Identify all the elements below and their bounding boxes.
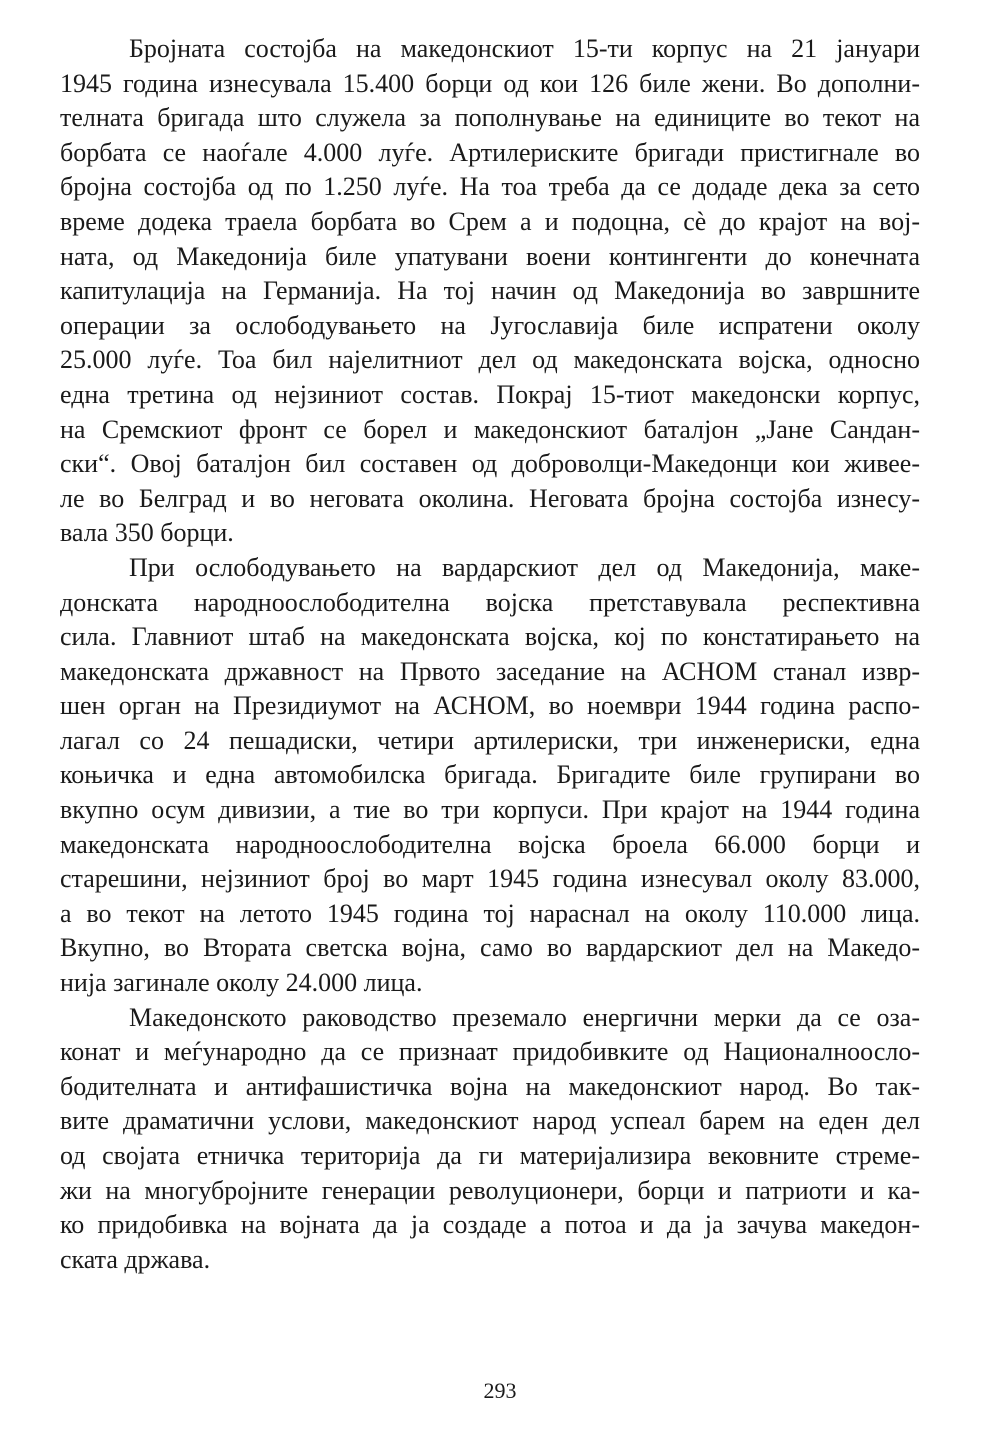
text-line: ски“. Овој баталјон бил составен од доброволци-Македонци кои живее-: [60, 449, 920, 479]
text-line: 1945 година изнесувала 15.400 борци од кои 126 биле жени. Во дополни-: [60, 68, 920, 98]
text-line: бројна состојба од по 1.250 луѓе. На тоа треба да се додаде дека за сето: [60, 172, 920, 202]
text-line: вите драматични услови, македонскиот народ успеал барем на еден дел: [60, 1106, 920, 1136]
text-line: а во текот на летото 1945 година тој нараснал на околу 110.000 лица.: [60, 898, 920, 928]
text-line: лагал со 24 пешадиски, четири артилериски, три инженериски, една: [60, 725, 920, 755]
text-line: на Сремскиот фронт се борел и македонскиот баталјон „Јане Сандан-: [60, 414, 920, 444]
text-line: Бројната состојба на македонскиот 15-ти корпус на 21 јануари: [129, 34, 920, 63]
text-line: капитулација на Германија. На тој начин од Македонија во завршните: [60, 276, 920, 306]
text-line: ската држава.: [60, 1244, 211, 1274]
text-line: Вкупно, во Втората светска војна, само во вардарскиот дел на Македо-: [60, 933, 920, 963]
text-line: бодителната и антифашистичка војна на македонскиот народ. Во так-: [60, 1071, 920, 1101]
text-line: од својата етничка територија да ги материјализира вековните стреме-: [60, 1141, 920, 1170]
text-line: старешини, нејзиниот број во март 1945 година изнесувал околу 83.000,: [60, 864, 920, 894]
text-line: операции за ослободувањето на Југославија биле испратени околу: [60, 310, 920, 340]
text-line: шен орган на Президиумот на АСНОМ, во ноември 1944 година распо-: [60, 691, 920, 721]
text-line: време додека траела борбата во Срем а и подоцна, сè до крајот на вој-: [60, 206, 920, 236]
text-line: вала 350 борци.: [60, 518, 234, 548]
text-line: ле во Белград и во неговата околина. Неговата бројна состојба изнесу-: [60, 483, 920, 513]
text-line: ната, од Македонија биле упатувани воени контингенти до конечната: [60, 241, 920, 271]
paragraph-2: [60, 551, 920, 1001]
text-line: При ослободувањето на вардарскиот дел од Македонија, маке-: [129, 552, 920, 582]
paragraph-3: [60, 1001, 920, 1278]
text-line: телната бригада што служела за пополнување на единиците во текот на: [60, 103, 920, 133]
text-line: жи на многубројните генерации револуционери, борци и патриоти и ка-: [60, 1175, 920, 1205]
text-line: македонската државност на Првото заседание на АСНОМ станал извр-: [60, 656, 920, 686]
text-line: вкупно осум дивизии, а тие во три корпуси. При крајот на 1944 година: [60, 795, 920, 825]
text-line: 25.000 луѓе. Тоа бил најелитниот дел од македонската војска, односно: [60, 345, 920, 375]
text-line: ко придобивка на војната да ја создаде а потоа и да ја зачува македон-: [60, 1210, 920, 1240]
text-line: Македонското раководство преземало енергични мерки да се оза-: [129, 1002, 920, 1032]
text-line: нија загинале околу 24.000 лица.: [60, 968, 423, 998]
text-line: конат и меѓународно да се признаат придобивките од Националноосло-: [60, 1037, 920, 1067]
text-line: коњичка и една автомобилска бригада. Бригадите биле групирани во: [60, 760, 920, 790]
paragraph-1: [60, 32, 920, 551]
text-line: донската народноослободителна војска претставувала респективна: [60, 587, 920, 617]
text-line: една третина од нејзиниот состав. Покрај 15-тиот македонски корпус,: [60, 379, 920, 409]
page-number: 293: [483, 1378, 517, 1403]
text-line: сила. Главниот штаб на македонската војска, кој по констатирањето на: [60, 622, 920, 652]
text-line: македонската народноослободителна војска броела 66.000 борци и: [60, 829, 920, 859]
text-line: борбата се наоѓале 4.000 луѓе. Артилериските бригади пристигнале во: [60, 137, 920, 167]
body-text: [60, 32, 920, 1277]
